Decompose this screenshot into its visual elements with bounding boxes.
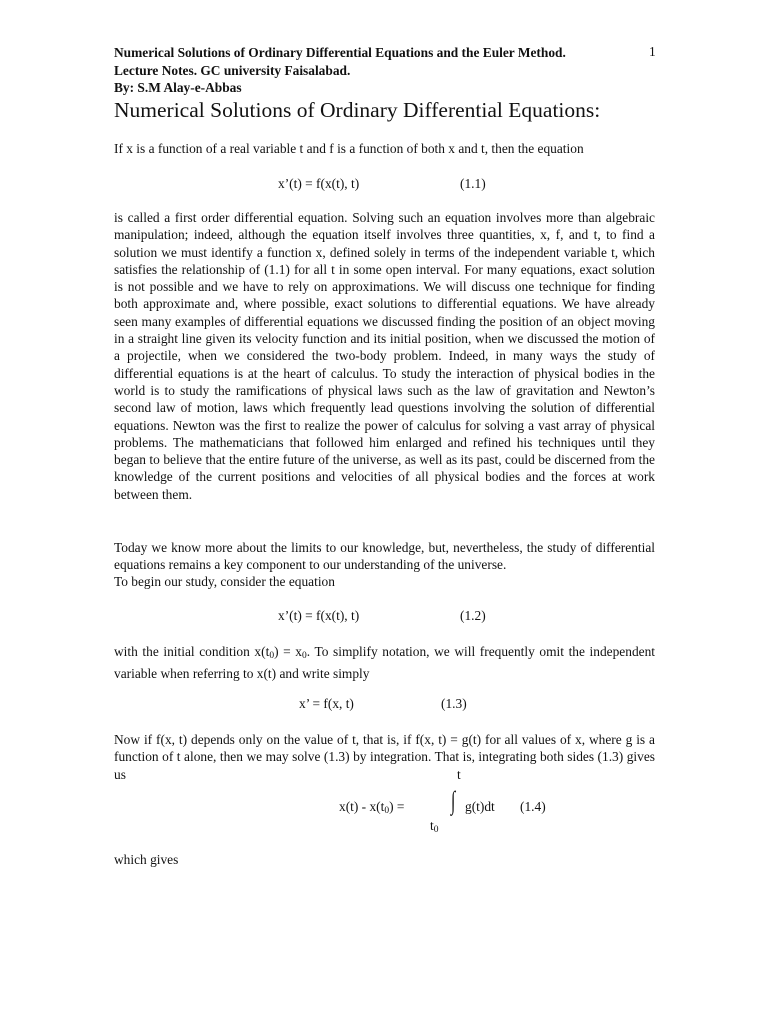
equation-1-2-label: (1.2) [460, 608, 486, 623]
integral-lower-limit [430, 818, 438, 835]
equation-1-1-label: (1.1) [460, 176, 486, 191]
equation-text: x(t) - x(t [339, 799, 385, 814]
equation-1-3-label: (1.3) [441, 696, 467, 711]
document-title: Numerical Solutions of Ordinary Differential Equations: [114, 98, 601, 122]
body-paragraph-2: Today we know more about the limits to our knowledge, but, nevertheless, the study of differential equations remains a key component to our understanding of the universe. [114, 540, 655, 573]
header-author: By: S.M Alay-e-Abbas [114, 80, 242, 95]
intro-paragraph: If x is a function of a real variable t and f is a function of both x and t, then the equation [114, 141, 584, 156]
body-paragraph-4 [114, 643, 655, 683]
subscript: 0 [433, 825, 439, 835]
equation-1-4-lhs [339, 799, 404, 816]
subscript: 0 [302, 651, 307, 661]
equation-1-3: x’ = f(x, t) [299, 696, 354, 711]
paragraph-text: with the initial condition x(t [114, 644, 270, 659]
body-paragraph-6: which gives [114, 852, 179, 867]
page-number: 1 [649, 44, 656, 59]
body-paragraph-1: is called a first order differential equation. Solving such an equation involves more than algebraic manipulation; indeed, although the equation itself involves three quantities, x, f, and t, to find a solution we must identify a function x, defined solely in terms of the independent variable t, which satisfies the relationship of (1.1) for all t in some open interval. For many equations, exact solution is not possible and we have to rely on approximations. We will discuss one technique for finding both approximate and, where possible, exact solutions to differential equations. We have already seen many examples of differential equations we discussed finding the position of an object moving in a straight line given its velocity function and its initial position, when we discussed the motion of a projectile, when we considered the two-body problem. Indeed, in many ways the study of differential equations is at the heart of calculus. To study the interaction of physical bodies in the world is to study the ramifications of physical laws such as the law of gravitation and Newton’s second law of motion, laws which frequently lead questions involving the solution of differential equations. Newton was the first to realize the power of calculus for solving a vast array of physical problems. The mathematicians that followed him enlarged and refined his techniques until they began to believe that the entire future of the universe, as well as its past, could be discerned from the knowledge of the current positions and velocities of all physical bodies and the forces at work between them. [114, 210, 655, 502]
body-paragraph-5: Now if f(x, t) depends only on the value of t, that is, if f(x, t) = g(t) for all values of x, where g is a function of t alone, then we may solve (1.3) by integration. That is, integrating both sides (1.3) gives us [114, 732, 655, 782]
body-paragraph-3: To begin our study, consider the equation [114, 574, 335, 589]
equation-expression: x’(t) = f(x(t), t) [278, 176, 360, 191]
equation-1-2: x’(t) = f(x(t), t) [278, 608, 360, 623]
paragraph-text: ) = x [274, 644, 302, 659]
integral-sign: ∫ [451, 786, 456, 815]
paragraph-text: . To simplify notation, we will frequently omit the independent variable when referring to x(t) and write simply [114, 644, 655, 682]
integral-upper-limit: t [457, 767, 461, 782]
header-course: Lecture Notes. GC university Faisalabad. [114, 63, 351, 78]
subscript: 0 [269, 651, 275, 661]
equation-1-1 [278, 176, 359, 192]
equation-text: ) = [389, 799, 405, 814]
equation-1-4-integrand: g(t)dt [465, 799, 495, 814]
header-title: Numerical Solutions of Ordinary Differential Equations and the Euler Method. [114, 45, 566, 60]
subscript: 0 [384, 806, 390, 816]
equation-1-4-label: (1.4) [520, 799, 546, 814]
limit-text: t [430, 818, 434, 833]
